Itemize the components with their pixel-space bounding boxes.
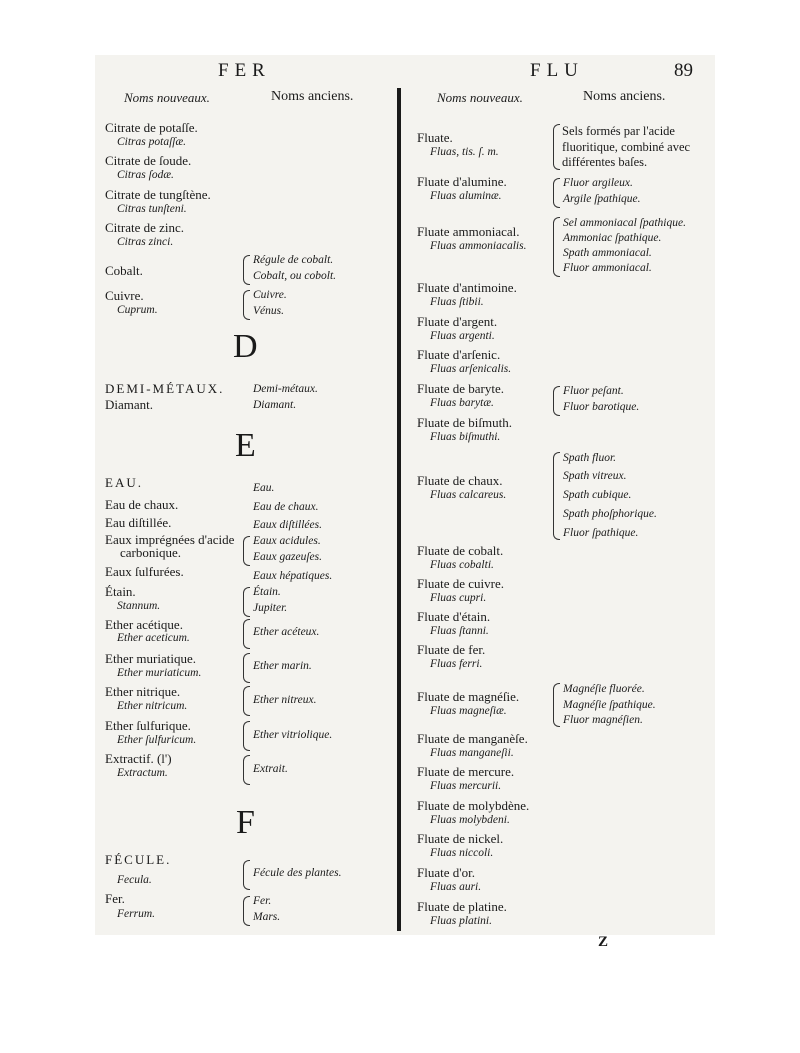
entry-fluate-magnesie: Fluate de magnéſie. xyxy=(417,689,520,704)
old-etain: Étain. xyxy=(253,586,281,598)
brace xyxy=(243,536,250,566)
entry-fluate: Fluate. xyxy=(417,130,453,145)
old-fluoritique: fluoritique, combiné avec xyxy=(562,140,691,154)
latin-fluas-calcareus: Fluas calcareus. xyxy=(430,489,507,501)
entry-fluate-fer: Fluate de fer. xyxy=(417,642,486,657)
latin-stannum: Stannum. xyxy=(117,600,161,612)
latin-fluas-niccoli: Fluas niccoli. xyxy=(430,847,494,859)
old-fluor-barotique: Fluor barotique. xyxy=(563,401,640,413)
latin-ether-muriaticum: Ether muriaticum. xyxy=(117,667,202,679)
latin-fluas-argenti: Fluas argenti. xyxy=(430,330,495,342)
entry-fluate-cuivre: Fluate de cuivre. xyxy=(417,576,504,591)
old-fluor-spathique: Fluor ſpathique. xyxy=(563,527,639,539)
brace xyxy=(243,653,250,683)
entry-eau-chaux: Eau de chaux. xyxy=(105,497,179,512)
brace xyxy=(243,721,250,751)
entry-fluate-bismuth: Fluate de biſmuth. xyxy=(417,415,512,430)
brace xyxy=(243,619,250,649)
brace xyxy=(553,386,560,416)
old-fer: Fer. xyxy=(253,895,272,907)
old-spath-cubique: Spath cubique. xyxy=(563,489,632,501)
brace xyxy=(243,896,250,926)
entry-fluate-manganese: Fluate de manganèſe. xyxy=(417,731,528,746)
entry-fluate-mercure: Fluate de mercure. xyxy=(417,764,515,779)
entry-fluate-arsenic: Fluate d'arſenic. xyxy=(417,347,501,362)
old-spath-phosphorique: Spath phoſphorique. xyxy=(563,508,657,520)
left-column-header-new: Noms nouveaux. xyxy=(124,90,210,105)
brace xyxy=(553,683,560,727)
old-spath-ammoniacal: Spath ammoniacal. xyxy=(563,247,652,259)
entry-fluate-baryte: Fluate de baryte. xyxy=(417,381,504,396)
old-demi-metaux: Demi-métaux. xyxy=(253,383,318,395)
brace xyxy=(243,587,250,617)
latin-fluas: Fluas, tis. ſ. m. xyxy=(430,146,499,158)
entry-fluate-molybdene: Fluate de molybdène. xyxy=(417,798,530,813)
right-column-header-old: Noms anciens. xyxy=(583,89,666,104)
brace xyxy=(243,686,250,716)
old-magnesie-spathique: Magnéſie ſpathique. xyxy=(563,699,656,711)
entry-cuivre: Cuivre. xyxy=(105,288,144,303)
old-jupiter: Jupiter. xyxy=(253,602,288,614)
old-ether-aceteux: Ether acéteux. xyxy=(253,626,320,638)
old-ether-vitriolique: Ether vitriolique. xyxy=(253,729,333,741)
old-eaux-distillees: Eaux diſtillées. xyxy=(253,519,322,531)
entry-fluate-nickel: Fluate de nickel. xyxy=(417,831,504,846)
right-column-header-new: Noms nouveaux. xyxy=(437,90,523,105)
entry-fluate-ammoniacal: Fluate ammoniacal. xyxy=(417,224,520,239)
old-cuivre: Cuivre. xyxy=(253,289,287,301)
latin-fluas-ferri: Fluas ferri. xyxy=(430,658,483,670)
entry-citrate-tungstene: Citrate de tungſtène. xyxy=(105,187,211,202)
entry-ether-muriatique: Ether muriatique. xyxy=(105,651,196,666)
entry-etain: Étain. xyxy=(105,584,136,599)
latin-fluas-auri: Fluas auri. xyxy=(430,881,482,893)
entry-eau-distillee: Eau diſtillée. xyxy=(105,515,172,530)
old-eau-chaux: Eau de chaux. xyxy=(253,501,319,513)
brace xyxy=(553,217,560,277)
latin-fluas-stibii: Fluas ſtibii. xyxy=(430,296,484,308)
brace xyxy=(243,255,250,285)
latin-ether-aceticum: Ether aceticum. xyxy=(117,632,190,644)
latin-cuprum: Cuprum. xyxy=(117,304,158,316)
old-argile-spathique: Argile ſpathique. xyxy=(563,193,641,205)
entry-diamant: Diamant. xyxy=(105,397,154,412)
latin-fluas-arsenicalis: Fluas arſenicalis. xyxy=(430,363,512,375)
old-spath-vitreux: Spath vitreux. xyxy=(563,470,627,482)
latin-extractum: Extractum. xyxy=(117,767,168,779)
latin-citras-tunsteni: Citras tunſteni. xyxy=(117,203,187,215)
brace xyxy=(553,124,560,170)
old-differentes-bases: différentes baſes. xyxy=(562,155,648,169)
old-fecule-plantes: Fécule des plantes. xyxy=(253,867,342,879)
entry-fluate-chaux: Fluate de chaux. xyxy=(417,473,503,488)
latin-fluas-stanni: Fluas ſtanni. xyxy=(430,625,489,637)
entry-fluate-argent: Fluate d'argent. xyxy=(417,314,498,329)
entry-fluate-platine: Fluate de platine. xyxy=(417,899,507,914)
latin-citras-potassae: Citras potaſſæ. xyxy=(117,136,187,148)
section-letter-e: E xyxy=(235,427,256,464)
entry-fer: Fer. xyxy=(105,891,125,906)
brace xyxy=(243,755,250,785)
old-regule-cobalt: Régule de cobalt. xyxy=(253,254,334,266)
old-ether-nitreux: Ether nitreux. xyxy=(253,694,317,706)
old-diamant: Diamant. xyxy=(253,399,297,411)
entry-extractif: Extractif. (l') xyxy=(105,751,172,766)
old-eaux-gazeuses: Eaux gazeuſes. xyxy=(253,551,322,563)
latin-citras-sodae: Citras ſodæ. xyxy=(117,169,174,181)
entry-fluate-alumine: Fluate d'alumine. xyxy=(417,174,507,189)
latin-ether-sulfuricum: Ether ſulfuricum. xyxy=(117,734,197,746)
brace xyxy=(243,860,250,890)
latin-fluas-bismuthi: Fluas biſmuthi. xyxy=(430,431,501,443)
old-sels-formes: Sels formés par l'acide xyxy=(562,124,675,138)
latin-fluas-cupri: Fluas cupri. xyxy=(430,592,487,604)
entry-fluate-cobalt: Fluate de cobalt. xyxy=(417,543,504,558)
entry-eaux-sulfurees: Eaux ſulfurées. xyxy=(105,564,184,579)
old-fluor-ammoniacal: Fluor ammoniacal. xyxy=(563,262,652,274)
brace xyxy=(553,178,560,208)
entry-ether-sulfurique: Ether ſulfurique. xyxy=(105,718,191,733)
entry-eaux-impregnees-cont: carbonique. xyxy=(120,545,182,560)
entry-citrate-zinc: Citrate de zinc. xyxy=(105,220,185,235)
latin-fluas-platini: Fluas platini. xyxy=(430,915,492,927)
entry-cobalt: Cobalt. xyxy=(105,263,143,278)
old-eaux-acidules: Eaux acidules. xyxy=(253,535,321,547)
section-letter-f: F xyxy=(236,804,255,841)
entry-fecule: FÉCULE. xyxy=(105,852,172,867)
latin-fluas-mercurii: Fluas mercurii. xyxy=(430,780,502,792)
old-extrait: Extrait. xyxy=(253,763,288,775)
old-sel-ammoniacal: Sel ammoniacal ſpathique. xyxy=(563,217,686,229)
entry-ether-acetique: Ether acétique. xyxy=(105,617,183,632)
running-head-left: FER xyxy=(218,60,271,81)
old-eau: Eau. xyxy=(253,482,275,494)
column-divider xyxy=(397,88,401,931)
entry-eaux-impregnees: Eaux imprégnées d'acide xyxy=(105,532,235,547)
old-mars: Mars. xyxy=(253,911,281,923)
old-magnesie-fluoree: Magnéſie fluorée. xyxy=(563,683,645,695)
old-fluor-magnesien: Fluor magnéſien. xyxy=(563,714,643,726)
entry-demi-metaux: DEMI-MÉTAUX. xyxy=(105,381,225,396)
old-fluor-argileux: Fluor argileux. xyxy=(563,177,633,189)
old-eaux-hepatiques: Eaux hépatiques. xyxy=(253,570,333,582)
latin-fluas-ammoniacalis: Fluas ammoniacalis. xyxy=(430,240,527,252)
entry-eau: EAU. xyxy=(105,475,143,490)
latin-fluas-aluminae: Fluas aluminæ. xyxy=(430,190,502,202)
page-number: 89 xyxy=(674,60,693,81)
entry-ether-nitrique: Ether nitrique. xyxy=(105,684,181,699)
latin-citras-zinci: Citras zinci. xyxy=(117,236,174,248)
entry-fluate-or: Fluate d'or. xyxy=(417,865,475,880)
old-ether-marin: Ether marin. xyxy=(253,660,312,672)
latin-ether-nitricum: Ether nitricum. xyxy=(117,700,188,712)
section-letter-d: D xyxy=(233,328,258,365)
left-column-header-old: Noms anciens. xyxy=(271,89,354,104)
latin-fluas-magnesiae: Fluas magneſiæ. xyxy=(430,705,507,717)
latin-fluas-barytae: Fluas barytæ. xyxy=(430,397,494,409)
old-ammoniac-spathique: Ammoniac ſpathique. xyxy=(563,232,662,244)
signature-mark: Z xyxy=(598,934,609,950)
latin-fluas-manganesii: Fluas manganeſii. xyxy=(430,747,514,759)
old-spath-fluor: Spath fluor. xyxy=(563,452,617,464)
old-fluor-pesant: Fluor peſant. xyxy=(563,385,624,397)
old-cobalt-cobolt: Cobalt, ou cobolt. xyxy=(253,270,337,282)
entry-fluate-etain: Fluate d'étain. xyxy=(417,609,491,624)
entry-citrate-soude: Citrate de ſoude. xyxy=(105,153,192,168)
old-venus: Vénus. xyxy=(253,305,284,317)
entry-fluate-antimoine: Fluate d'antimoine. xyxy=(417,280,517,295)
brace xyxy=(553,452,560,540)
latin-fecula: Fecula. xyxy=(117,874,152,886)
latin-ferrum: Ferrum. xyxy=(117,908,156,920)
latin-fluas-molybdeni: Fluas molybdeni. xyxy=(430,814,510,826)
entry-citrate-potasse: Citrate de potaſſe. xyxy=(105,120,198,135)
brace xyxy=(243,290,250,320)
running-head-right: FLU xyxy=(530,60,584,81)
latin-fluas-cobalti: Fluas cobalti. xyxy=(430,559,494,571)
